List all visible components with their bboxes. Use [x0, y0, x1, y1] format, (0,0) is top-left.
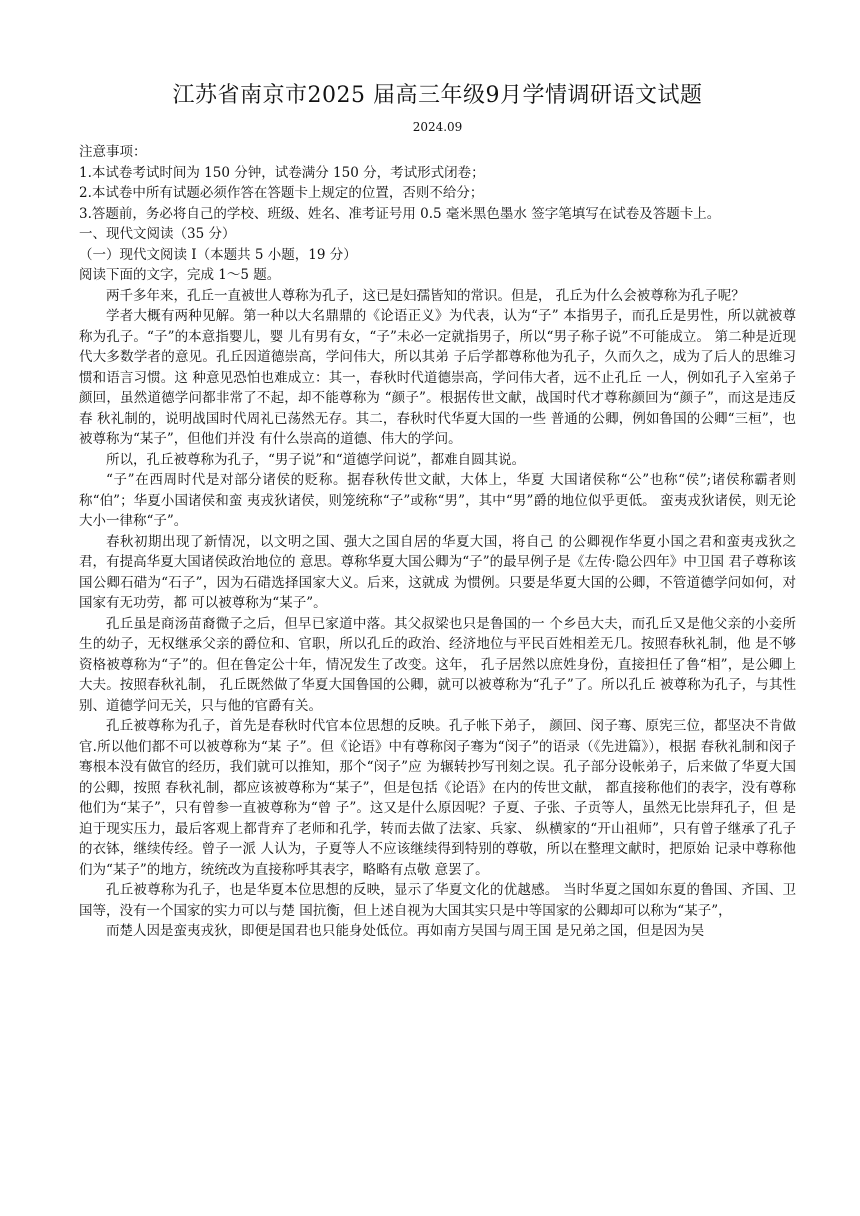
passage-paragraph: 学者大概有两种见解。第一种以大名鼎鼎的《论语正义》为代表，认为“子” 本指男子，而孔丘是男性，所以就被尊称为孔子。“子”的本意指婴儿，婴 儿有男有女，“子”未必一定就指男子，所以“男子称子说”不可能成立。 第二种是近现代大多数学者的意见。孔丘因道德崇高，学问伟大，所以其弟 子后学都尊称他为孔子，久而久之，成为了后人的思维习惯和语言习惯。这 种意见恐怕也难成立：其一，春秋时代道德崇高，学问伟大者，远不止孔丘 一人，例如孔子入室弟子颜回，虽然道德学问都非常了不起，却不能尊称为 “颜子”。根据传世文献，战国时代才尊称颜回为“颜子”，而这是违反春 秋礼制的，说明战国时代周礼已荡然无存。其二，春秋时代华夏大国的一些 普通的公卿，例如鲁国的公卿“三桓”，也被尊称为“某子”，但他们并没 有什么崇高的道德、伟大的学问。: [79, 308, 796, 447]
notice-heading: 注意事项：: [79, 144, 147, 160]
passage-paragraph: 孔丘被尊称为孔子，也是华夏本位思想的反映，显示了华夏文化的优越感。 当时华夏之国如东夏的鲁国、齐国、卫国等，没有一个国家的实力可以与楚 国抗衡，但上述自视为大国其实只是中等国家的公卿却可以称为“某子”，: [79, 882, 796, 919]
notice-item: 3.答题前，务必将自己的学校、班级、姓名、准考证号用 0.5 毫米黑色墨水 签字笔填写在试卷及答题卡上。: [79, 205, 721, 222]
passage-paragraph: 所以，孔丘被尊称为孔子，“男子说”和“道德学问说”，都难自圆其说。: [106, 451, 526, 468]
reading-instruction: 阅读下面的文字，完成 1～5 题。: [79, 267, 281, 283]
document-title: 江苏省南京市2025 届高三年级9月学情调研语文试题: [172, 83, 703, 108]
passage-paragraph: 两千多年来，孔丘一直被世人尊称为孔子，这已是妇孺皆知的常识。但是， 孔丘为什么会被尊称为孔子呢？: [106, 287, 745, 304]
document-date: 2024.09: [412, 120, 463, 134]
passage-paragraph: 孔丘虽是商汤苗裔微子之后，但早已家道中落。其父叔梁也只是鲁国的一 个乡邑大夫，而孔丘又是他父亲的小妾所生的幼子，无权继承父亲的爵位和、官职，所以孔丘的政治、经济地位与平民百姓相差无几。按照春秋礼制，他 是不够资格被尊称为“子”的。但在鲁定公十年，情况发生了改变。这年， 孔子居然以庶姓身份，直接担任了鲁“相”，是公卿上大夫。按照春秋礼制， 孔丘既然做了华夏大国鲁国的公卿，就可以被尊称为“孔子”了。所以孔丘 被尊称为孔子，与其性别、道德学问无关，只与他的官爵有关。: [79, 615, 796, 714]
passage-paragraph: 而楚人因是蛮夷戎狄，即便是国君也只能身处低位。再如南方吴国与周王国 是兄弟之国，但是因为吴: [106, 923, 705, 939]
notice-item: 2.本试卷中所有试题必须作答在答题卡上规定的位置，否则不给分；: [79, 185, 484, 201]
passage-paragraph: 春秋初期出现了新情况，以文明之国、强大之国自居的华夏大国，将自己 的公卿视作华夏小国之君和蛮夷戎狄之君，有提高华夏大国诸侯政治地位的 意思。尊称华夏大国公卿为“子”的最早例子是《左传·隐公四年》中卫国 君子尊称该国公卿石碏为“石子”，因为石碏选择国家大义。后来，这就成 为惯例。只要是华夏大国的公卿，不管道德学问如何，对国家有无功劳，都 可以被尊称为“某子”。: [79, 533, 796, 611]
passage-paragraph: 孔丘被尊称为孔子，首先是春秋时代官本位思想的反映。孔子帐下弟子， 颜回、闵子骞、原宪三位，都坚决不肯做官.所以他们都不可以被尊称为“某 子”。但《论语》中有尊称闵子骞为“闵子”的语录（《先进篇》），根据 春秋礼制和闵子骞根本没有做官的经历，我们就可以推知，那个“闵子”应 为辗转抄写刊刻之误。孔子部分设帐弟子，后来做了华夏大国的公卿，按照 春秋礼制，都应该被尊称为“某子”，但是包括《论语》在内的传世文献， 都直接称他们的表字，没有尊称他们为“某子”，只有曾参一直被尊称为“曾 子”。这又是什么原因呢？子夏、子张、子贡等人，虽然无比崇拜孔子，但 是迫于现实压力，最后客观上都背弃了老师和孔学，转而去做了法家、兵家、 纵横家的“开山祖师”，只有曾子继承了孔子的衣钵，继续传经。曾子一派 人认为，子夏等人不应该继续得到特别的尊敬，所以在整理文献时，把原始 记录中尊称他们为“某子”的地方，统统改为直接称呼其表字，略略有点敬 意罢了。: [79, 718, 796, 878]
notice-item: 1.本试卷考试时间为 150 分钟，试卷满分 150 分，考试形式闭卷；: [79, 164, 485, 181]
section-heading: 一、现代文阅读（35 分）: [79, 226, 236, 242]
subsection-heading: （一）现代文阅读 I（本题共 5 小题，19 分）: [79, 246, 357, 263]
passage-paragraph: “子”在西周时代是对部分诸侯的贬称。据春秋传世文献，大体上，华夏 大国诸侯称“公”也称“侯”;诸侯称霸者则称“伯”；华夏小国诸侯和蛮 夷戎狄诸侯，则笼统称“子”或称“男”，其中“男”爵的地位似乎更低。 蛮夷戎狄诸侯，则无论大小一律称“子”。: [79, 472, 796, 529]
